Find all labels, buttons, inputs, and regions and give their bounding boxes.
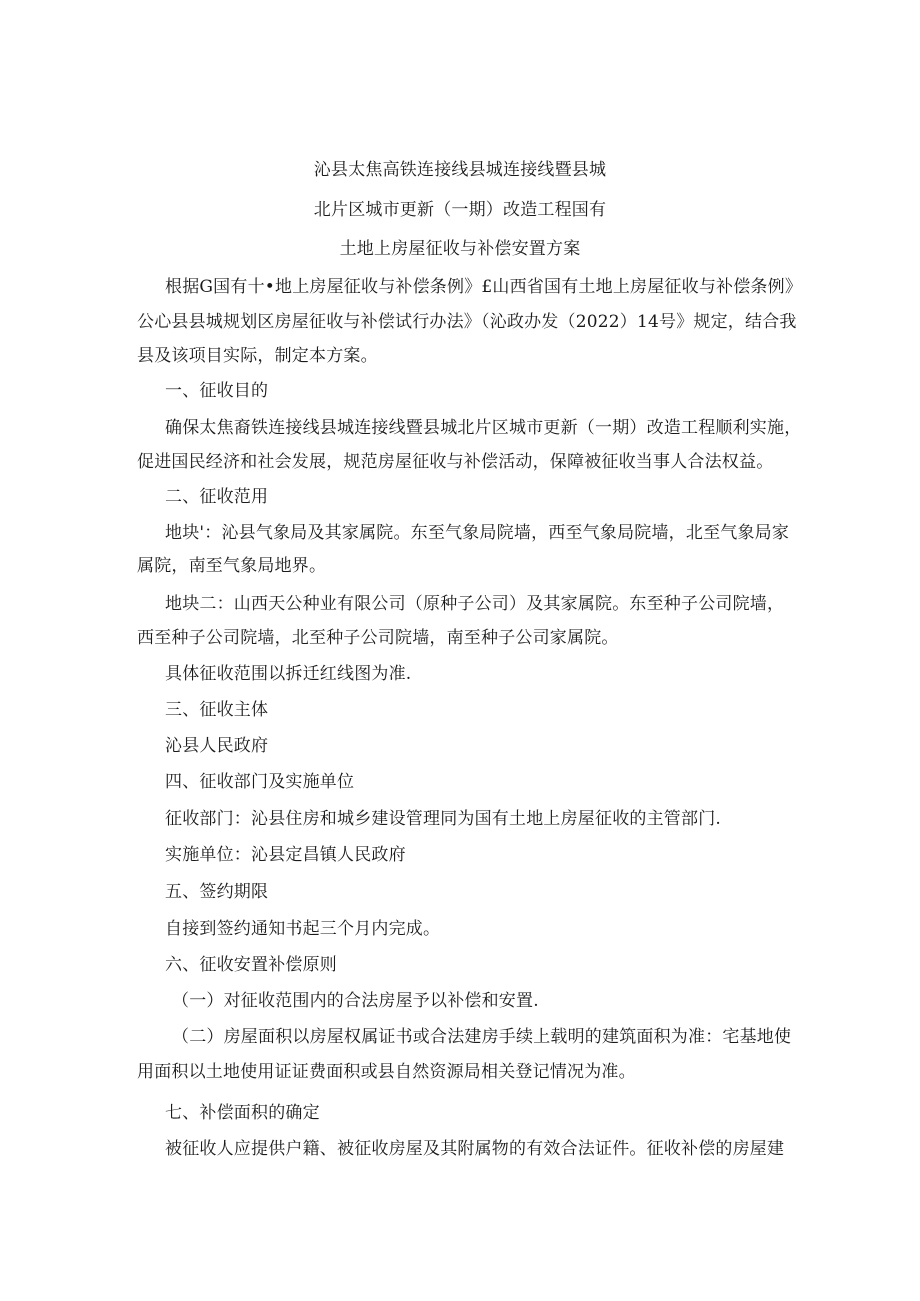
section-1-body-line-1: 确保太焦裔铁连接线县城连接线暨县城北片区城市更新（一期）改造工程顺利实施，: [165, 418, 802, 438]
section-3-heading: 三、征收主体: [165, 700, 269, 720]
section-7-heading: 七、补偿面积的确定: [165, 1103, 320, 1123]
section-1-body-line-2: 促进国民经济和社会发展，规范房屋征收与补偿活动，保障被征收当事人合法权益。: [137, 452, 774, 472]
section-6-item-2-line-2: 用面积以土地使用证证费面积或县自然资源局相关登记情况为准。: [137, 1062, 636, 1082]
section-7-body-line-1: 被征收人应提供户籍、被征收房屋及其附属物的有效合法证件。征收补偿的房屋建: [165, 1139, 785, 1159]
intro-line-1: 根据G国有十•地上房屋征收与补偿条例》£山西省国有土地上房屋征收与补偿条例》: [165, 277, 803, 297]
section-6-item-1: （一）对征收范围内的合法房屋予以补偿和安置.: [172, 991, 539, 1011]
document-title-line-3: 土地上房屋征收与补偿安置方案: [339, 239, 581, 259]
section-4-department: 征收部门：沁县住房和城乡建设管理同为国有土地上房屋征收的主管部门.: [165, 809, 722, 829]
section-4-unit: 实施单位：沁县定昌镇人民政府: [165, 845, 406, 865]
intro-line-3: 县及该项目实际，制定本方案。: [137, 346, 378, 366]
section-6-heading: 六、征收安置补偿原则: [165, 955, 337, 975]
section-1-heading: 一、征收目的: [165, 381, 269, 401]
section-2-plot-1-line-1: 地块'：沁县气象局及其家属院。东至气象局院墙，西至气象局院墙，北至气象局家: [165, 523, 790, 543]
section-2-plot-1-line-2: 属院，南至气象局地界。: [137, 556, 327, 576]
section-2-plot-2-line-2: 西至种子公司院墙，北至种子公司院墙，南至种子公司家属院。: [137, 628, 619, 648]
section-6-item-2-line-1: （二）房屋面积以房屋权属证书或合法建房手续上载明的建筑面积为准：宅基地使: [172, 1027, 792, 1047]
section-2-plot-2-line-1: 地块二：山西天公种业有限公司（原种子公司）及其家属院。东至种子公司院墙，: [165, 594, 785, 614]
section-5-body: 自接到签约通知书起三个月内完成。: [165, 919, 441, 939]
section-5-heading: 五、签约期限: [165, 882, 269, 902]
document-title-line-2: 北片区城市更新（一期）改造工程国有: [313, 200, 607, 220]
section-2-note: 具体征收范围以拆迁红线图为准.: [165, 664, 412, 684]
section-3-body: 沁县人民政府: [165, 736, 269, 756]
section-2-heading: 二、征收范用: [165, 487, 269, 507]
document-title-line-1: 沁县太焦高铁连接线县城连接线暨县城: [313, 160, 607, 180]
section-4-heading: 四、征收部门及实施单位: [165, 772, 355, 792]
intro-line-2: 公心县县城规划区房屋征收与补偿试行办法》（沁政办发（2022）14号》规定，结合我: [137, 312, 797, 332]
